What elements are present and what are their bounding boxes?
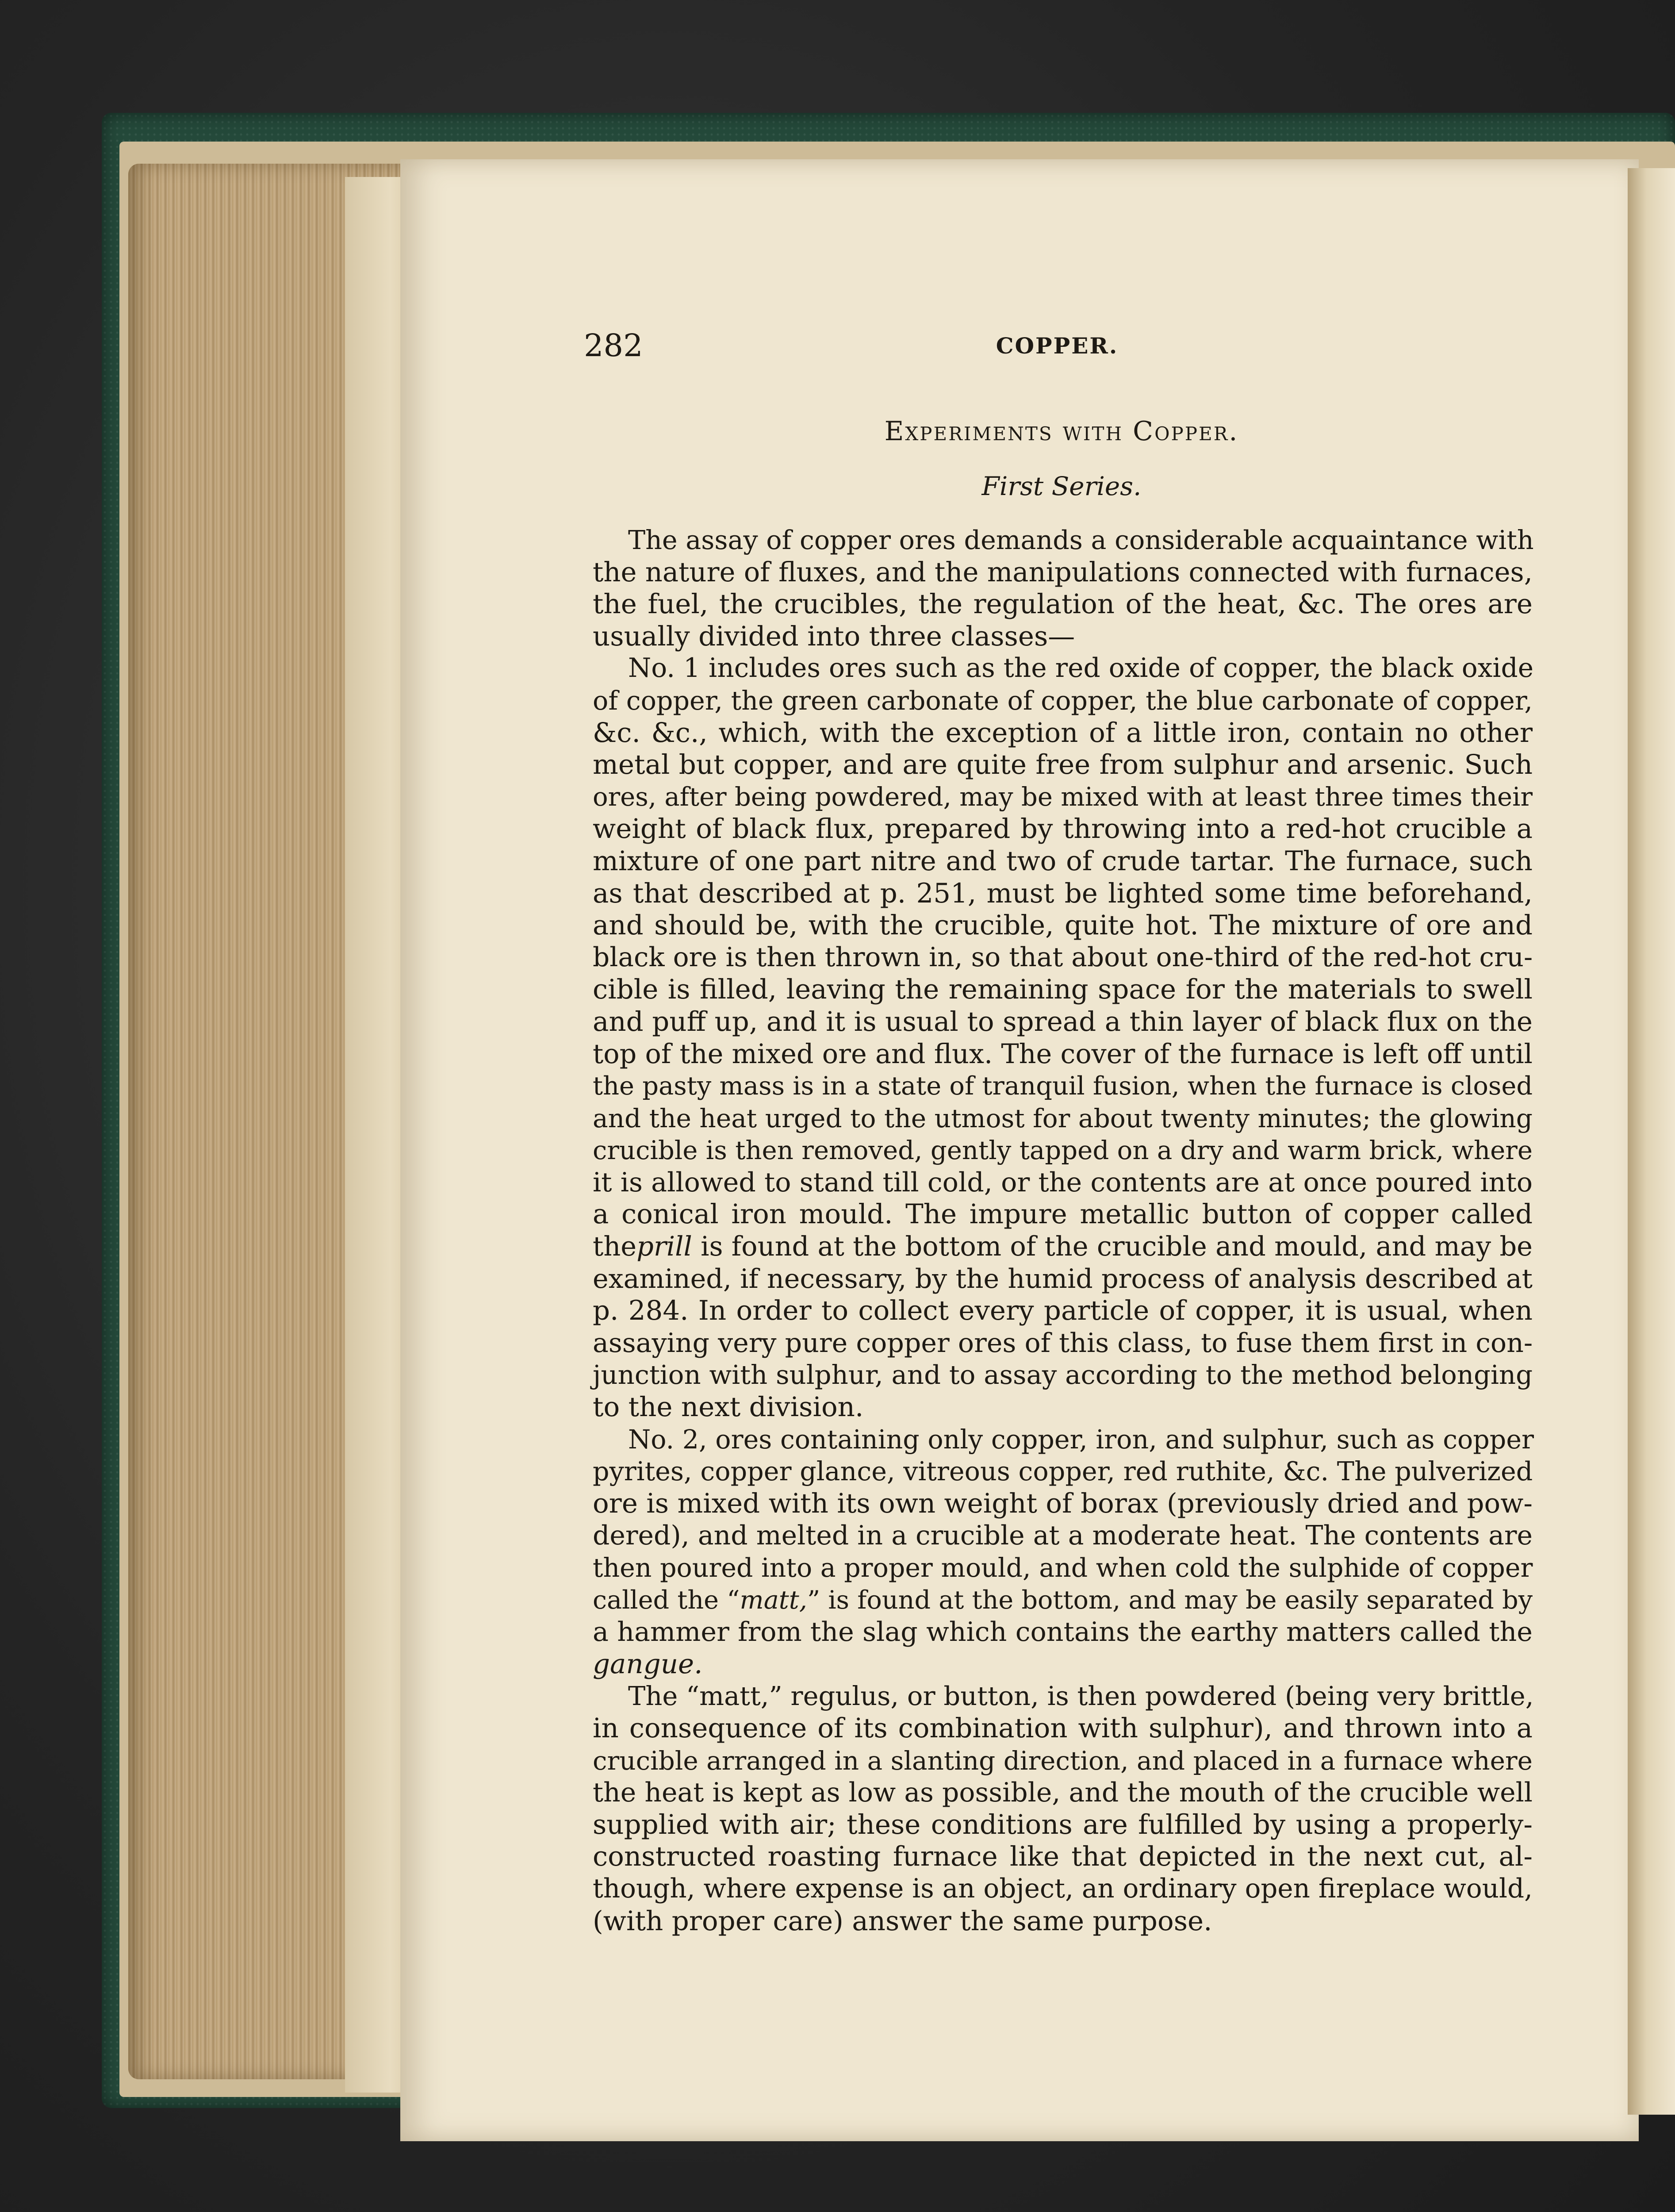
text-line (593, 717, 1533, 749)
text-run: the (593, 1231, 637, 1263)
text-line (593, 1873, 1533, 1905)
facing-page-edge (1628, 168, 1675, 2115)
text-run: (with proper care) answer the same purpose. (593, 1905, 1212, 1937)
italic-term: matt, (740, 1585, 807, 1615)
text-run: a hammer from the slag which contains the earthy matters called the (593, 1617, 1533, 1648)
italic-term: gangue. (593, 1648, 703, 1680)
text-run: The assay of copper ores demands a considerable acquaintance with (628, 525, 1534, 555)
running-head (584, 327, 1530, 367)
text-line (593, 813, 1533, 845)
text-run: ore is mixed with its own weight of borax (previously dried and pow- (593, 1487, 1533, 1519)
text-line (593, 1102, 1533, 1135)
text-run: examined, if necessary, by the humid process of analysis described at (593, 1263, 1533, 1294)
text-run: weight of black flux, prepared by throwing into a red-hot crucible a (593, 813, 1533, 845)
text-run: assaying very pure copper ores of this class, to fuse them first in con- (593, 1327, 1533, 1359)
text-line (593, 749, 1533, 781)
text-run: though, where expense is an object, an ordinary open fireplace would, (593, 1873, 1533, 1904)
text-run: pyrites, copper glance, vitreous copper, red ruthite, &c. The pulverized (593, 1456, 1533, 1487)
text-run: &c. &c., which, with the exception of a little iron, contain no other (593, 717, 1533, 749)
text-line (593, 1231, 1533, 1263)
text-line (593, 1295, 1533, 1327)
text-line (593, 942, 1533, 974)
text-line (593, 1552, 1533, 1584)
text-line (593, 910, 1533, 942)
text-run: mixture of one part nitre and two of crude tartar. The furnace, such (593, 845, 1533, 877)
text-line (593, 974, 1533, 1006)
text-line (593, 1680, 1533, 1713)
text-line (593, 878, 1533, 910)
text-run: constructed roasting furnace like that depicted in the next cut, al- (593, 1841, 1533, 1873)
text-line (593, 653, 1533, 685)
text-line (593, 588, 1533, 621)
text-line (593, 1809, 1533, 1841)
text-line (593, 1455, 1533, 1488)
text-line (593, 1713, 1533, 1745)
text-line (593, 557, 1533, 589)
text-run: the heat is kept as low as possible, and the mouth of the crucible well (593, 1777, 1533, 1809)
text-line (593, 1520, 1533, 1552)
text-run: top of the mixed ore and flux. The cover of the furnace is left off until (593, 1038, 1533, 1070)
italic-term: prill (636, 1231, 692, 1263)
running-title: COPPER. (996, 333, 1119, 359)
section-subheading: First Series. (981, 471, 1142, 501)
text-line (593, 1488, 1533, 1520)
text-run: and puff up, and it is usual to spread a thin layer of black flux on the (593, 1006, 1533, 1037)
text-run: called the “ (593, 1585, 740, 1615)
text-run: ores, after being powdered, may be mixed with at least three times their (593, 782, 1533, 812)
text-line (593, 1584, 1533, 1617)
text-run: black ore is then thrown in, so that about one-third of the red-hot cru- (593, 942, 1533, 973)
text-run: of copper, the green carbonate of copper, the blue carbonate of copper, (593, 685, 1533, 716)
text-run: the fuel, the crucibles, the regulation of the heat, &c. The ores are (593, 588, 1533, 620)
text-line (593, 781, 1533, 814)
text-run: then poured into a proper mould, and when cold the sulphide of copper (593, 1553, 1533, 1583)
text-line (593, 1167, 1533, 1199)
text-run: The “matt,” regulus, or button, is then powdered (being very brittle, (628, 1681, 1534, 1712)
text-line (593, 1359, 1533, 1391)
text-line (593, 1038, 1533, 1071)
text-run: metal but copper, and are quite free from sulphur and arsenic. Such (593, 749, 1533, 781)
text-run: to the next division. (593, 1391, 864, 1423)
text-run: crucible arranged in a slanting direction, and placed in a furnace where (593, 1745, 1533, 1776)
page-number: 282 (584, 327, 643, 364)
text-run: a conical iron mould. The impure metallic button of copper called (593, 1198, 1533, 1230)
text-line (593, 1424, 1533, 1456)
text-run: is found at the bottom of the crucible and mould, and may be (692, 1231, 1533, 1263)
text-line (593, 1648, 1533, 1681)
text-run: usually divided into three classes— (593, 620, 1075, 652)
text-run: in consequence of its combination with sulphur), and thrown into a (593, 1712, 1533, 1744)
text-line (593, 845, 1533, 878)
text-line (593, 1841, 1533, 1873)
text-line (593, 685, 1533, 717)
text-line (593, 1777, 1533, 1809)
text-line (593, 1616, 1533, 1648)
text-run: p. 284. In order to collect every particle of copper, it is usual, when (593, 1295, 1533, 1327)
body-text (593, 524, 1533, 1937)
text-run: supplied with air; these conditions are fulfilled by using a properly- (593, 1809, 1533, 1840)
text-run: and the heat urged to the utmost for about twenty minutes; the glowing (593, 1103, 1533, 1133)
text-run: as that described at p. 251, must be lighted some time beforehand, (593, 877, 1533, 909)
section-heading: Experiments with Copper. (884, 416, 1239, 447)
text-line (593, 1905, 1533, 1938)
text-line (593, 1327, 1533, 1359)
text-run: the pasty mass is in a state of tranquil fusion, when the furnace is closed (593, 1071, 1533, 1101)
text-run: crucible is then removed, gently tapped on a dry and warm brick, where (593, 1135, 1533, 1166)
text-run: the nature of fluxes, and the manipulations connected with furnaces, (593, 557, 1533, 588)
text-line (593, 1006, 1533, 1038)
text-run: it is allowed to stand till cold, or the contents are at once poured into (593, 1167, 1533, 1198)
text-line (593, 1134, 1533, 1167)
text-run: dered), and melted in a crucible at a moderate heat. The contents are (593, 1520, 1533, 1551)
text-line (593, 1745, 1533, 1777)
text-run: ” is found at the bottom, and may be easily separated by (807, 1585, 1533, 1615)
text-line (593, 1391, 1533, 1424)
text-line (593, 1198, 1533, 1231)
text-run: No. 2, ores containing only copper, iron, and sulphur, such as copper (628, 1424, 1534, 1455)
text-line (593, 1263, 1533, 1295)
text-line (593, 524, 1533, 557)
text-run: cible is filled, leaving the remaining space for the materials to swell (593, 974, 1533, 1006)
text-line (593, 621, 1533, 653)
text-run: and should be, with the crucible, quite hot. The mixture of ore and (593, 910, 1533, 941)
text-line (593, 1070, 1533, 1102)
text-run: junction with sulphur, and to assay according to the method belonging (593, 1359, 1533, 1390)
text-run: No. 1 includes ores such as the red oxide of copper, the black oxide (628, 653, 1534, 684)
